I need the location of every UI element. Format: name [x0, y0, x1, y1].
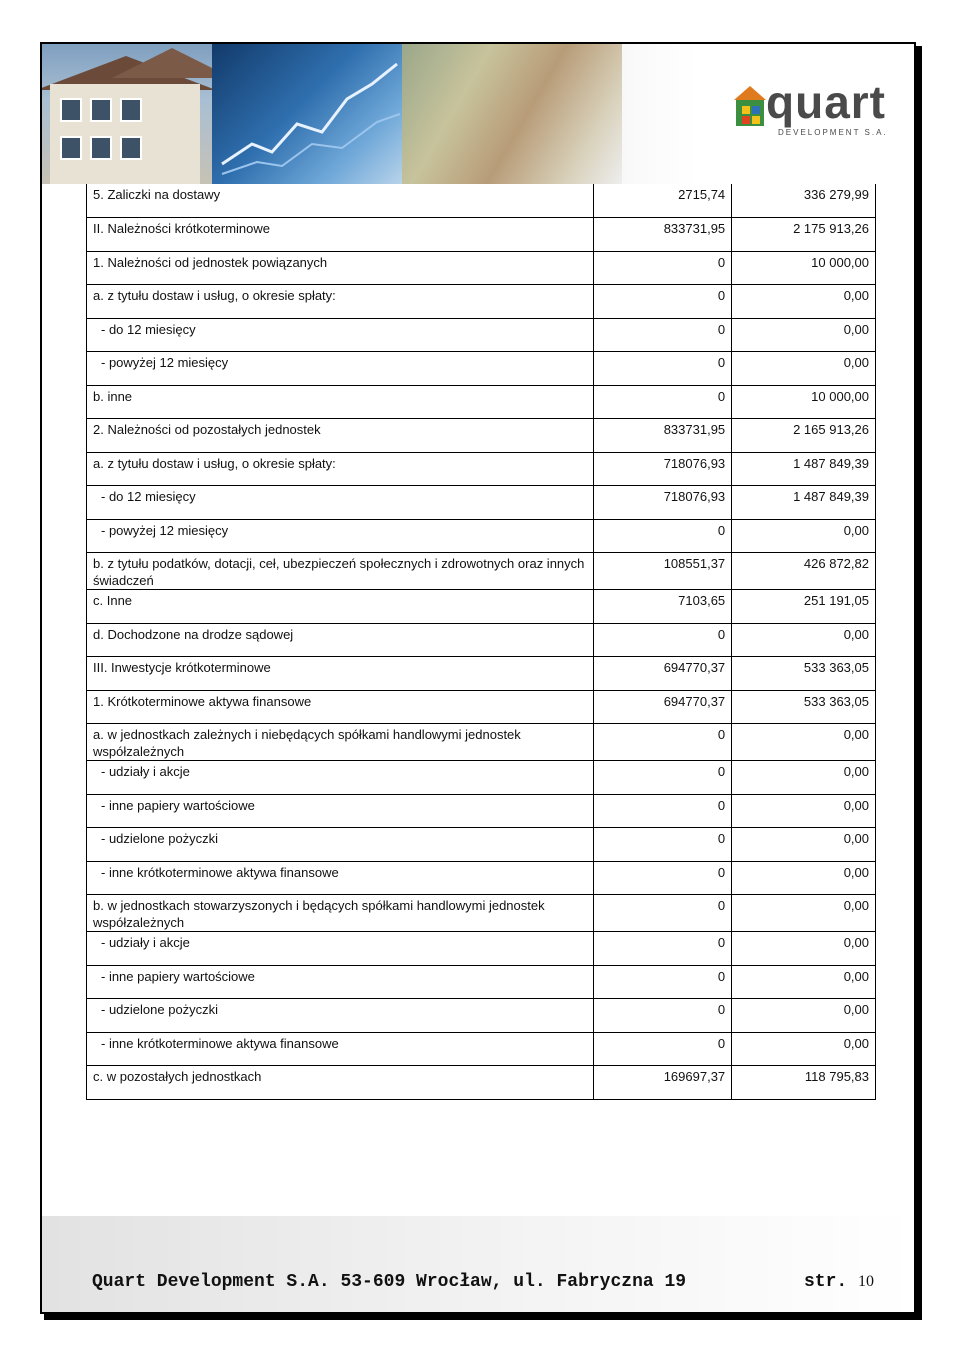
row-label-cell	[87, 419, 594, 453]
logo-wordmark: quart	[766, 76, 886, 128]
row-value-previous: 0,00	[732, 761, 876, 795]
row-label-cell	[87, 285, 594, 319]
row-label-cell	[87, 623, 594, 657]
row-label-cell	[87, 828, 594, 862]
table-row	[87, 590, 876, 624]
row-value-previous: 118 795,83	[732, 1066, 876, 1100]
logo-subtext: DEVELOPMENT S.A.	[778, 128, 888, 137]
row-value-current: 833731,95	[594, 419, 732, 453]
row-label-cell	[87, 553, 594, 590]
row-value-current: 7103,65	[594, 590, 732, 624]
table-row	[87, 519, 876, 553]
row-value-current: 0	[594, 318, 732, 352]
row-label: III. Inwestycje krótkoterminowe	[93, 660, 271, 675]
row-label: - do 12 miesięcy	[101, 489, 196, 504]
table-row	[87, 385, 876, 419]
row-value-previous: 2 175 913,26	[732, 218, 876, 252]
row-label: - inne papiery wartościowe	[101, 968, 255, 984]
stock-chart-photo	[212, 44, 402, 184]
table-row	[87, 218, 876, 252]
row-label: c. Inne	[93, 593, 133, 608]
row-label: II. Należności krótkoterminowe	[93, 221, 271, 236]
table-row	[87, 828, 876, 862]
row-label: - powyżej 12 miesięcy	[101, 355, 229, 370]
row-value-current: 0	[594, 999, 732, 1033]
row-value-current: 108551,37	[594, 553, 732, 590]
row-value-current: 0	[594, 352, 732, 386]
table-row	[87, 932, 876, 966]
document-page	[40, 42, 916, 1314]
row-value-previous: 0,00	[732, 932, 876, 966]
header-banner	[42, 44, 914, 184]
row-value-current: 0	[594, 519, 732, 553]
row-label-cell	[87, 761, 594, 795]
row-label: 2. Należności od pozostałych jednostek	[93, 422, 321, 437]
footer-page-number	[804, 1272, 874, 1292]
row-label: a. z tytułu dostaw i usług, o okresie spłaty:	[93, 288, 336, 303]
table-row	[87, 352, 876, 386]
row-value-previous: 0,00	[732, 623, 876, 657]
row-value-current: 0	[594, 285, 732, 319]
company-logo	[732, 74, 902, 154]
row-label: c. w pozostałych jednostkach	[93, 1069, 262, 1084]
table-row	[87, 724, 876, 761]
row-label-cell	[87, 590, 594, 624]
row-label: 1. Krótkoterminowe aktywa finansowe	[93, 693, 312, 709]
row-value-current: 0	[594, 828, 732, 862]
row-value-previous: 0,00	[732, 999, 876, 1033]
row-value-previous: 0,00	[732, 965, 876, 999]
row-label: a. z tytułu dostaw i usług, o okresie spłaty:	[93, 455, 336, 471]
row-label-cell	[87, 690, 594, 724]
row-value-previous: 0,00	[732, 1032, 876, 1066]
row-value-current: 0	[594, 761, 732, 795]
row-value-previous: 0,00	[732, 519, 876, 553]
row-value-previous: 0,00	[732, 861, 876, 895]
row-value-previous: 0,00	[732, 724, 876, 761]
row-label: - inne krótkoterminowe aktywa finansowe	[101, 864, 339, 880]
row-value-previous: 0,00	[732, 318, 876, 352]
house-window	[120, 98, 142, 122]
table-row	[87, 1032, 876, 1066]
house-window	[90, 98, 112, 122]
banknotes-photo	[402, 44, 622, 184]
row-label-cell	[87, 999, 594, 1033]
row-label: - inne krótkoterminowe aktywa finansowe	[101, 1035, 339, 1051]
row-label-cell	[87, 1066, 594, 1100]
table-row	[87, 452, 876, 486]
page-number: 10	[858, 1273, 875, 1290]
table-row	[87, 553, 876, 590]
house-wall	[50, 84, 200, 184]
row-label: b. w jednostkach stowarzyszonych i będących spółkami handlowymi jednostek współzależnych	[93, 898, 545, 930]
row-value-current: 0	[594, 932, 732, 966]
row-label: d. Dochodzone na drodze sądowej	[93, 626, 294, 642]
table-row	[87, 965, 876, 999]
table-row	[87, 1066, 876, 1100]
table-row	[87, 657, 876, 691]
row-value-current: 0	[594, 895, 732, 932]
row-label: a. w jednostkach zależnych i niebędących spółkami handlowymi jednostek współzależnych	[93, 727, 521, 759]
row-value-current: 2715,74	[594, 184, 732, 218]
row-label-cell	[87, 965, 594, 999]
row-value-previous: 0,00	[732, 794, 876, 828]
row-value-previous: 1 487 849,39	[732, 486, 876, 520]
row-label: - udziały i akcje	[101, 935, 190, 950]
row-value-current: 0	[594, 1032, 732, 1066]
row-label-cell	[87, 318, 594, 352]
row-label-cell	[87, 1032, 594, 1066]
row-label-cell	[87, 218, 594, 252]
house-window	[60, 136, 82, 160]
row-value-previous: 336 279,99	[732, 184, 876, 218]
row-label: - powyżej 12 miesięcy	[101, 522, 229, 538]
row-label: - inne papiery wartościowe	[101, 797, 255, 813]
table-row	[87, 895, 876, 932]
row-label: 1. Należności od jednostek powiązanych	[93, 254, 328, 270]
row-label: 5. Zaliczki na dostawy	[93, 187, 221, 202]
house-photo	[42, 44, 212, 184]
row-value-previous: 533 363,05	[732, 690, 876, 724]
row-label-cell	[87, 895, 594, 932]
footer-company-address: Quart Development S.A. 53-609 Wrocław, ul. Fabryczna 19	[92, 1272, 687, 1292]
table-row	[87, 184, 876, 218]
row-value-current: 694770,37	[594, 657, 732, 691]
row-label-cell	[87, 519, 594, 553]
table-row	[87, 285, 876, 319]
house-window	[60, 98, 82, 122]
row-value-previous: 0,00	[732, 828, 876, 862]
house-window	[90, 136, 112, 160]
row-value-previous: 0,00	[732, 895, 876, 932]
table-row	[87, 761, 876, 795]
page-label: str.	[804, 1272, 848, 1292]
row-value-previous: 2 165 913,26	[732, 419, 876, 453]
row-label-cell	[87, 724, 594, 761]
table-row	[87, 861, 876, 895]
table-row	[87, 251, 876, 285]
row-value-previous: 426 872,82	[732, 553, 876, 590]
row-value-current: 0	[594, 794, 732, 828]
row-value-previous: 1 487 849,39	[732, 452, 876, 486]
row-value-previous: 533 363,05	[732, 657, 876, 691]
table-row	[87, 794, 876, 828]
balance-sheet-table	[86, 184, 876, 1100]
row-value-current: 718076,93	[594, 486, 732, 520]
row-value-current: 0	[594, 724, 732, 761]
table-row	[87, 318, 876, 352]
row-label: - udzielone pożyczki	[101, 831, 219, 846]
row-label-cell	[87, 932, 594, 966]
row-value-previous: 0,00	[732, 285, 876, 319]
row-value-current: 833731,95	[594, 218, 732, 252]
row-label-cell	[87, 385, 594, 419]
row-label-cell	[87, 184, 594, 218]
table-row	[87, 690, 876, 724]
row-label-cell	[87, 861, 594, 895]
stock-line-graphic	[212, 44, 402, 184]
row-value-previous: 0,00	[732, 352, 876, 386]
row-label-cell	[87, 657, 594, 691]
row-label-cell	[87, 251, 594, 285]
row-value-current: 694770,37	[594, 690, 732, 724]
row-value-current: 0	[594, 251, 732, 285]
row-label-cell	[87, 486, 594, 520]
row-label: b. z tytułu podatków, dotacji, ceł, ubezpieczeń społecznych i zdrowotnych oraz innych świadczeń	[93, 556, 585, 588]
row-value-current: 718076,93	[594, 452, 732, 486]
row-label-cell	[87, 794, 594, 828]
row-value-current: 0	[594, 965, 732, 999]
footer-band	[42, 1216, 914, 1312]
balance-sheet-body	[87, 184, 876, 1099]
row-label: b. inne	[93, 388, 133, 404]
row-value-current: 0	[594, 623, 732, 657]
row-value-current: 0	[594, 861, 732, 895]
row-value-previous: 10 000,00	[732, 251, 876, 285]
row-value-current: 0	[594, 385, 732, 419]
table-row	[87, 999, 876, 1033]
table-row	[87, 419, 876, 453]
row-label: - udziały i akcje	[101, 764, 190, 779]
logo-house-icon	[732, 84, 768, 128]
row-label: - udzielone pożyczki	[101, 1002, 219, 1017]
row-value-current: 169697,37	[594, 1066, 732, 1100]
row-value-previous: 251 191,05	[732, 590, 876, 624]
row-label-cell	[87, 352, 594, 386]
table-row	[87, 623, 876, 657]
row-label: - do 12 miesięcy	[101, 321, 196, 337]
row-label-cell	[87, 452, 594, 486]
table-row	[87, 486, 876, 520]
house-window	[120, 136, 142, 160]
row-value-previous: 10 000,00	[732, 385, 876, 419]
